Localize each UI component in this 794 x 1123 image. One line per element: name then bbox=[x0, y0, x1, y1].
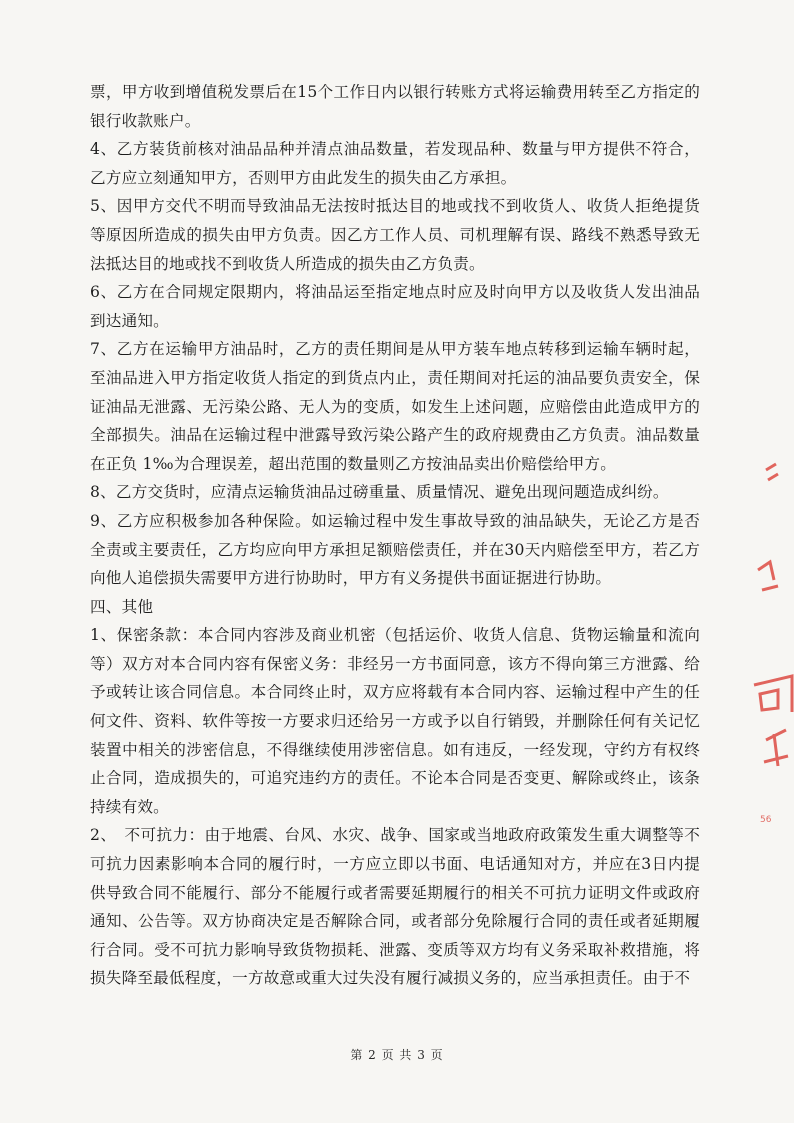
paragraph-clause-5: 5、因甲方交代不明而导致油品无法按时抵达目的地或找不到收货人、收货人拒绝提货等原因所造成的损失由甲方负责。因乙方工作人员、司机理解有误、路线不熟悉导致无法抵达目的地或找不到收货人所造成的损失由乙方负责。 bbox=[90, 197, 700, 273]
paragraph-confidentiality: 1、保密条款：本合同内容涉及商业机密（包括运价、收货人信息、货物运输量和流向等）双方对本合同内容有保密义务：非经另一方书面同意，该方不得向第三方泄露、给予或转让该合同信息。本合同终止时，双方应将载有本合同内容、运输过程中产生的任何文件、资料、软件等按一方要求归还给另一方或予以自行销毁，并删除任何有关记忆装置中相关的涉密信息，不得继续使用涉密信息。如有违反，一经发现，守约方有权终止合同，造成损失的，可追究违约方的责任。不论本合同是否变更、解除或终止，该条持续有效。 bbox=[90, 626, 700, 816]
paragraph-clause-7: 7、乙方在运输甲方油品时，乙方的责任期间是从甲方装车地点转移到运输车辆时起，至油品进入甲方指定收货人指定的到货点内止，责任期间对托运的油品要负责安全，保证油品无泄露、无污染公路、无人为的变质，如发生上述问题，应赔偿由此造成甲方的全部损失。油品在运输过程中泄露导致污染公路产生的政府规费由乙方负责。油品数量在正负 1‰为合理误差，超出范围的数量则乙方按油品卖出价赔偿给甲方。 bbox=[90, 340, 700, 473]
seal-stamp-icon bbox=[748, 450, 794, 850]
section-heading-other: 四、其他 bbox=[90, 597, 154, 616]
svg-text:56: 56 bbox=[760, 815, 772, 825]
paragraph-force-majeure: 2、 不可抗力：由于地震、台风、水灾、战争、国家或当地政府政策发生重大调整等不可抗力因素影响本合同的履行时，一方应立即以书面、电话通知对方，并应在3日内提供导致合同不能履行、部分不能履行或者需要延期履行的相关不可抗力证明文件或政府通知、公告等。双方协商决定是否解除合同，或者部分免除履行合同的责任或者延期履行合同。受不可抗力影响导致货物损耗、泄露、变质等双方均有义务采取补救措施，将损失降至最低程度，一方故意或重大过失没有履行减损义务的，应当承担责任。由于不 bbox=[90, 826, 700, 988]
paragraph-clause-6: 6、乙方在合同规定限期内，将油品运至指定地点时应及时向甲方以及收货人发出油品到达通知。 bbox=[90, 283, 700, 330]
document-body bbox=[90, 78, 700, 993]
paragraph-clause-4: 4、乙方装货前核对油品品种并清点油品数量，若发现品种、数量与甲方提供不符合，乙方应立刻通知甲方，否则甲方由此发生的损失由乙方承担。 bbox=[90, 140, 700, 187]
paragraph-payment-continued: 票，甲方收到增值税发票后在15个工作日内以银行转账方式将运输费用转至乙方指定的银行收款账户。 bbox=[90, 83, 700, 130]
paragraph-clause-8: 8、乙方交货时，应清点运输货油品过磅重量、质量情况、避免出现问题造成纠纷。 bbox=[90, 483, 669, 502]
paragraph-clause-9: 9、乙方应积极参加各种保险。如运输过程中发生事故导致的油品缺失，无论乙方是否全责或主要责任，乙方均应向甲方承担足额赔偿责任，并在30天内赔偿至甲方，若乙方向他人追偿损失需要甲方进行协助时，甲方有义务提供书面证据进行协助。 bbox=[90, 511, 700, 588]
page-number-footer: 第 2 页 共 3 页 bbox=[350, 1048, 444, 1062]
